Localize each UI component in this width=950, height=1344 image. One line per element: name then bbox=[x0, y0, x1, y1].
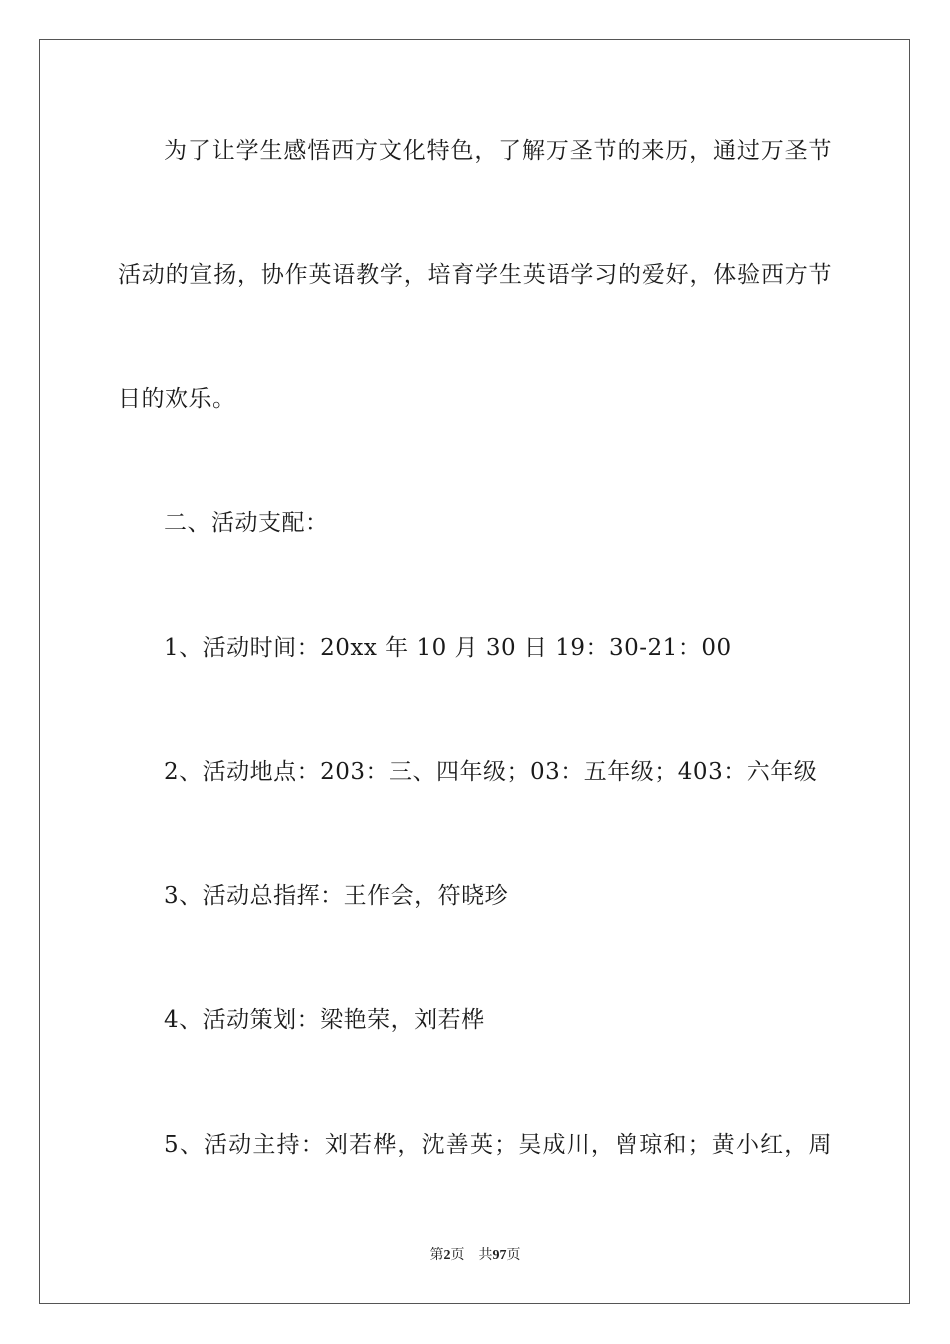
total-suffix: 页 bbox=[506, 1248, 521, 1263]
page-frame bbox=[39, 39, 910, 1304]
list-item-hosts: 5、活动主持：刘若桦，沈善英；吴成川，曾琼和；黄小红，周 bbox=[164, 1132, 832, 1158]
page-footer bbox=[0, 1246, 950, 1266]
page-number: 2 bbox=[443, 1248, 451, 1263]
list-item-time: 1、活动时间：20xx 年 10 月 30 日 19：30-21：00 bbox=[164, 635, 732, 661]
list-item-location: 2、活动地点：203：三、四年级；03：五年级；403：六年级 bbox=[164, 759, 818, 785]
page-prefix: 第 bbox=[429, 1248, 444, 1263]
total-prefix: 共 bbox=[478, 1248, 493, 1263]
list-item-commander: 3、活动总指挥：王作会，符晓珍 bbox=[164, 883, 509, 909]
total-pages: 97 bbox=[492, 1248, 507, 1263]
page-suffix: 页 bbox=[450, 1248, 465, 1263]
paragraph-line-2: 活动的宣扬，协作英语教学，培育学生英语学习的爱好，体验西方节 bbox=[118, 262, 832, 288]
paragraph-line-3: 日的欢乐。 bbox=[118, 386, 236, 412]
paragraph-line-1: 为了让学生感悟西方文化特色，了解万圣节的来历，通过万圣节 bbox=[164, 138, 832, 164]
section-heading: 二、活动支配： bbox=[164, 510, 329, 536]
list-item-planning: 4、活动策划：梁艳荣，刘若桦 bbox=[164, 1007, 485, 1033]
